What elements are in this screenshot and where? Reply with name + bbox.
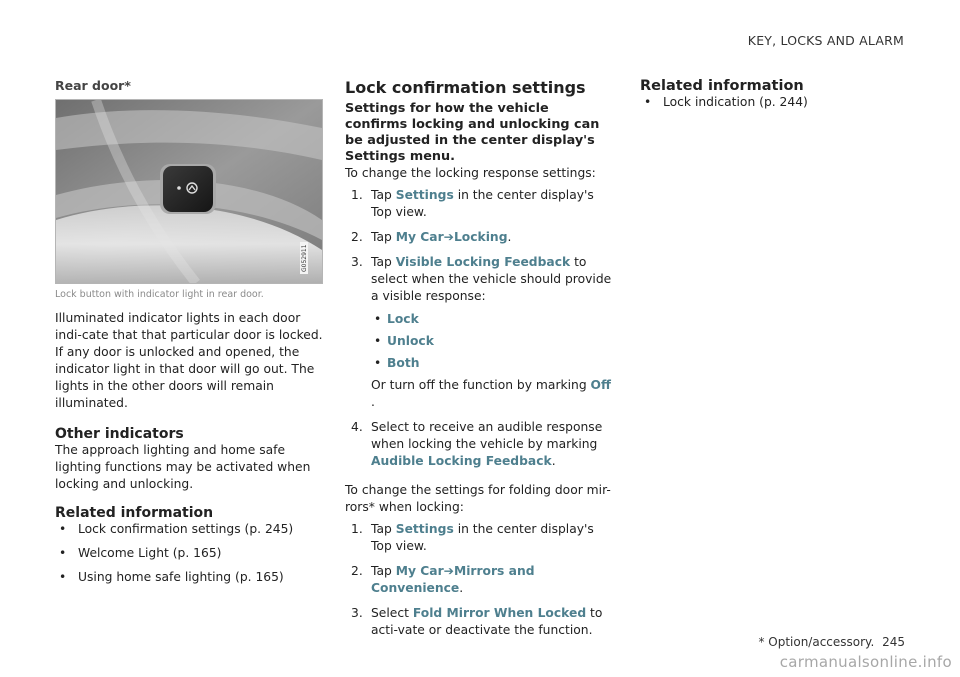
intro-locking: To change the locking response settings:: [345, 166, 596, 180]
step-item: 3. Tap Visible Locking Feedback to select when the vehicle should provide a visible response: • Lock • Unlock • Both Or turn off the function by marking Off .: [351, 255, 612, 409]
related-list-right: [640, 94, 908, 111]
step-item: 2. Tap My Car➔Locking.: [351, 230, 512, 244]
column-middle: [345, 78, 613, 647]
related-link[interactable]: • Welcome Light (p. 165): [59, 546, 222, 560]
related-list-left: [55, 521, 323, 586]
related-info-heading-left: Related information: [55, 505, 214, 521]
page-number: 245: [882, 635, 905, 649]
option-unlock: • Unlock: [374, 334, 434, 348]
arrow-icon: ➔: [443, 230, 454, 244]
section-header: KEY, LOCKS AND ALARM: [747, 33, 904, 48]
rear-door-lock-illustration: [55, 99, 323, 284]
lead-paragraph: Settings for how the vehicle confirms locking and unlocking can be adjusted in the center display's Settings menu.: [345, 101, 600, 164]
related-link[interactable]: • Using home safe lighting (p. 165): [59, 570, 284, 584]
page-footer: [758, 635, 905, 649]
step-item: 4. Select to receive an audible response when locking the vehicle by marking Audible Locking Feedback.: [351, 420, 603, 468]
column-right: [640, 78, 908, 118]
image-code: G052911: [301, 244, 308, 272]
page-title: Lock confirmation settings: [345, 78, 586, 97]
step-item: 2. Tap My Car➔Mirrors and Convenience.: [351, 564, 535, 595]
intro-mirrors: To change the settings for folding door mir-rors* when locking:: [345, 483, 611, 514]
option-both: • Both: [374, 356, 420, 370]
other-indicators-heading: Other indicators: [55, 426, 184, 442]
column-left: [55, 78, 323, 593]
footnote: * Option/accessory.: [758, 635, 875, 649]
step-item: 1. Tap Settings in the center display's Top view.: [351, 188, 594, 219]
steps-locking: [345, 187, 613, 470]
other-indicators-body: The approach lighting and home safe lighting functions may be activated when locking and unlocking.: [55, 443, 311, 491]
related-link[interactable]: • Lock confirmation settings (p. 245): [59, 522, 294, 536]
step-item: 3. Select Fold Mirror When Locked to acti-vate or deactivate the function.: [351, 606, 603, 637]
option-lock: • Lock: [374, 312, 419, 326]
related-info-heading-right: Related information: [640, 78, 804, 94]
arrow-icon: ➔: [443, 564, 454, 578]
rear-door-heading: Rear door*: [55, 78, 131, 93]
steps-mirrors: [345, 521, 613, 639]
image-caption: Lock button with indicator light in rear door.: [55, 289, 264, 300]
related-link[interactable]: • Lock indication (p. 244): [644, 95, 808, 109]
step-item: 1. Tap Settings in the center display's Top view.: [351, 522, 594, 553]
watermark: carmanualsonline.info: [779, 653, 952, 671]
settings-keyword: Settings: [395, 188, 454, 202]
rear-door-body: Illuminated indicator lights in each door indi-cate that that particular door is locked. If any door is unlocked and opened, the indicator light in that door will go out. The lights in the other doors will remain illuminated.: [55, 311, 323, 410]
feedback-options: [371, 311, 613, 372]
